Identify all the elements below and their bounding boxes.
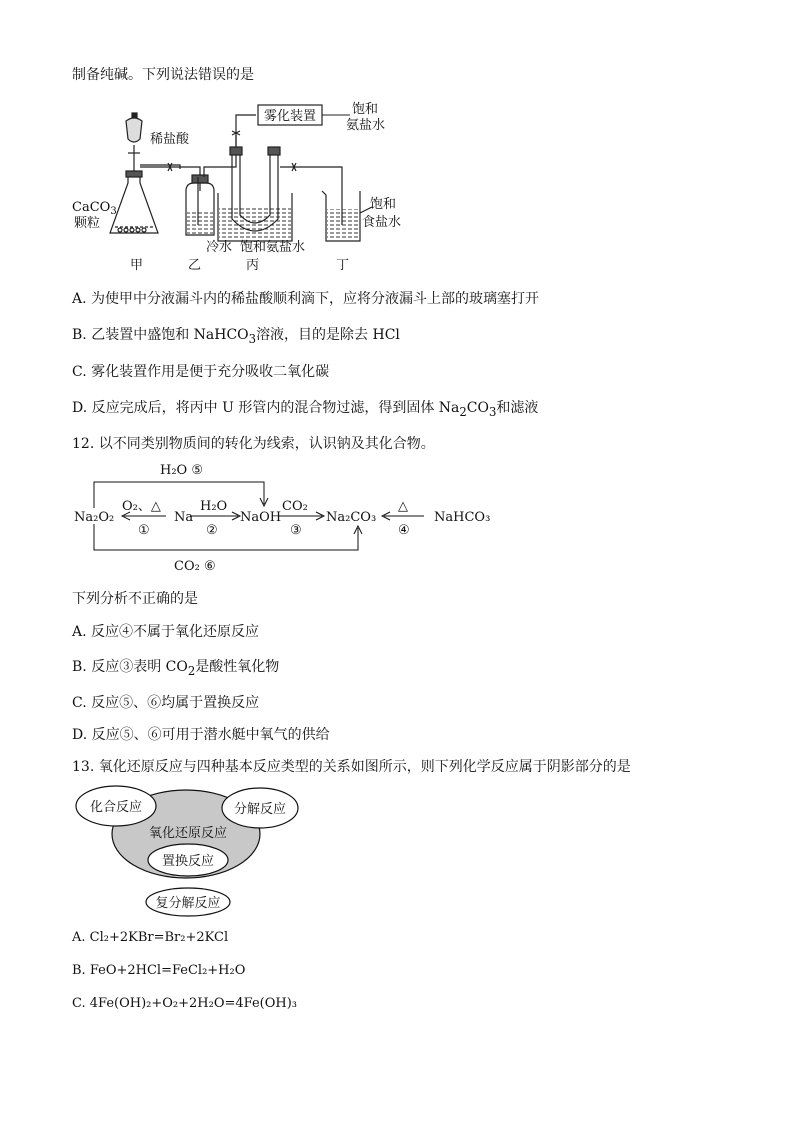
svg-text:CO₂: CO₂ bbox=[282, 499, 308, 514]
svg-text:饱和: 饱和 bbox=[352, 102, 379, 117]
svg-text:饱和氨盐水: 饱和氨盐水 bbox=[240, 240, 306, 255]
svg-text:Na₂O₂: Na₂O₂ bbox=[74, 510, 115, 525]
svg-text:NaHCO₃: NaHCO₃ bbox=[434, 510, 491, 525]
q12-stem: 12. 以不同类别物质间的转化为线索，认识钠及其化合物。 bbox=[72, 436, 435, 452]
q11-option-d: D. 反应完成后，将丙中 U 形管内的混合物过滤，得到固体 $Na_2CO_3$和滤液 bbox=[72, 400, 539, 419]
q12-option-d: D. 反应⑤、⑥可用于潜水艇中氧气的供给 bbox=[72, 727, 330, 743]
svg-text:NaOH: NaOH bbox=[240, 510, 282, 525]
svg-text:②: ② bbox=[206, 523, 218, 538]
q12-option-b: B. 反应③表明 $CO_2$是酸性氧化物 bbox=[72, 659, 280, 678]
svg-text:丁: 丁 bbox=[336, 258, 350, 273]
svg-text:丙: 丙 bbox=[246, 258, 260, 273]
q13-option-b: B. FeO+2HCl=FeCl₂+H₂O bbox=[72, 963, 246, 978]
svg-text:食盐水: 食盐水 bbox=[362, 215, 402, 230]
q11-option-b: B. 乙装置中盛饱和 NaHCO$_3$溶液，目的是除去 HCl bbox=[72, 327, 400, 346]
q11-option-c: C. 雾化装置作用是便于充分吸收二氧化碳 bbox=[72, 364, 330, 380]
separatory-funnel bbox=[126, 113, 142, 173]
svg-text:复分解反应: 复分解反应 bbox=[155, 896, 221, 911]
svg-text:稀盐酸: 稀盐酸 bbox=[150, 132, 190, 147]
q11-option-a: A. 为使甲中分液漏斗内的稀盐酸顺利滴下，应将分液漏斗上部的玻璃塞打开 bbox=[72, 291, 540, 307]
apparatus-diagram bbox=[60, 95, 420, 275]
svg-text:化合反应: 化合反应 bbox=[89, 800, 143, 815]
svg-text:④: ④ bbox=[398, 523, 410, 538]
svg-text:Na₂CO₃: Na₂CO₃ bbox=[326, 510, 377, 525]
beaker-bing bbox=[218, 135, 308, 241]
svg-text:H₂O ⑤: H₂O ⑤ bbox=[160, 463, 203, 478]
reaction-type-diagram bbox=[72, 782, 312, 922]
svg-text:氧化还原反应: 氧化还原反应 bbox=[148, 826, 228, 841]
svg-text:③: ③ bbox=[290, 523, 302, 538]
svg-text:①: ① bbox=[138, 523, 150, 538]
svg-text:饱和: 饱和 bbox=[370, 197, 397, 212]
sodium-conversion-diagram bbox=[68, 458, 508, 576]
svg-text:置换反应: 置换反应 bbox=[161, 854, 215, 869]
q12-question: 下列分析不正确的是 bbox=[72, 591, 198, 607]
q13-option-a: A. Cl₂+2KBr=Br₂+2KCl bbox=[72, 930, 229, 945]
svg-text:甲: 甲 bbox=[130, 258, 144, 273]
svg-text:△: △ bbox=[398, 499, 408, 514]
q12-option-a: A. 反应④不属于氧化还原反应 bbox=[72, 624, 260, 640]
q13-option-c: C. 4Fe(OH)₂+O₂+2H₂O=4Fe(OH)₃ bbox=[72, 996, 298, 1011]
svg-text:Na: Na bbox=[174, 510, 194, 525]
svg-text:CaCO3: CaCO$_3$ bbox=[72, 200, 117, 217]
svg-text:冷水: 冷水 bbox=[206, 240, 233, 255]
svg-text:O₂、△: O₂、△ bbox=[122, 499, 161, 514]
svg-text:雾化装置: 雾化装置 bbox=[263, 109, 317, 124]
intro-line: 制备纯碱。下列说法错误的是 bbox=[72, 67, 254, 83]
svg-text:分解反应: 分解反应 bbox=[233, 802, 287, 817]
q12-option-c: C. 反应⑤、⑥均属于置换反应 bbox=[72, 695, 260, 711]
atomizer-box bbox=[232, 105, 350, 147]
svg-text:乙: 乙 bbox=[188, 258, 202, 273]
conical-flask bbox=[110, 165, 180, 233]
svg-text:CO₂ ⑥: CO₂ ⑥ bbox=[174, 559, 216, 574]
svg-text:H₂O: H₂O bbox=[200, 499, 228, 514]
q13-stem: 13. 氧化还原反应与四种基本反应类型的关系如图所示，则下列化学反应属于阴影部分的是 bbox=[72, 759, 631, 775]
svg-text:颗粒: 颗粒 bbox=[74, 216, 101, 231]
svg-text:氨盐水: 氨盐水 bbox=[346, 118, 386, 133]
